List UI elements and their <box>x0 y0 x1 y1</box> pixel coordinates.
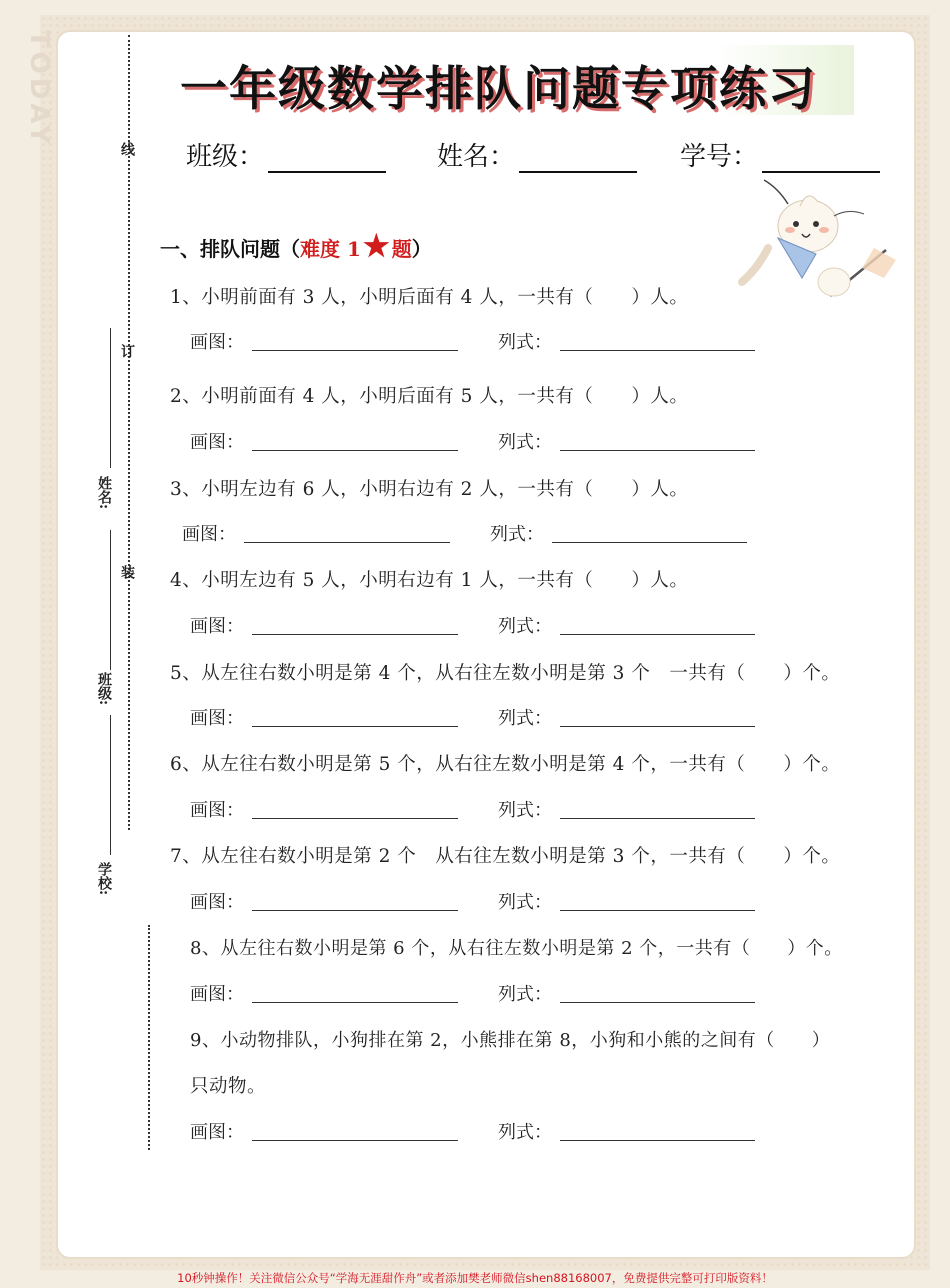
draw-label: 画图： <box>190 432 244 453</box>
draw-label: 画图： <box>182 524 236 545</box>
question-9-continued: 只动物。 <box>190 1076 267 1097</box>
draw-answer-line[interactable] <box>252 450 458 451</box>
corner-logo: TODAY <box>24 30 54 148</box>
formula-answer-line[interactable] <box>560 818 755 819</box>
draw-label: 画图： <box>190 708 244 729</box>
draw-label: 画图： <box>190 1122 244 1143</box>
binding-char-ding: 订 <box>119 344 135 358</box>
name-blank[interactable] <box>519 145 637 173</box>
binding-dotted-line-bottom <box>148 925 150 1150</box>
formula-label: 列式： <box>498 432 552 453</box>
class-field[interactable] <box>186 136 386 173</box>
question-2: 2、小明前面有 4 人，小明后面有 5 人，一共有（ ）人。 <box>170 386 689 407</box>
binding-char-xian: 线 <box>119 142 135 156</box>
star-icon: ★ <box>362 229 390 264</box>
formula-label: 列式： <box>498 892 552 913</box>
draw-label: 画图： <box>190 984 244 1005</box>
draw-answer-line[interactable] <box>252 1002 458 1003</box>
question-5: 5、从左往右数小明是第 4 个，从右往左数小明是第 3 个 一共有（ ）个。 <box>170 663 841 684</box>
name-field[interactable] <box>437 136 637 173</box>
section-suffix-red: 题 <box>391 236 412 261</box>
question-4: 4、小明左边有 5 人，小明右边有 1 人，一共有（ ）人。 <box>170 570 689 591</box>
formula-answer-line[interactable] <box>552 542 747 543</box>
formula-answer-line[interactable] <box>560 350 755 351</box>
class-blank[interactable] <box>268 145 386 173</box>
binding-char-zhuang: 装 <box>119 565 135 579</box>
question-7: 7、从左往右数小明是第 2 个 从右往左数小明是第 3 个，一共有（ ）个。 <box>170 846 841 867</box>
formula-label: 列式： <box>490 524 544 545</box>
draw-answer-line[interactable] <box>252 350 458 351</box>
question-3: 3、小明左边有 6 人，小明右边有 2 人，一共有（ ）人。 <box>170 479 689 500</box>
promo-footer: 10秒钟操作！关注微信公众号“学海无涯甜作舟”或者添加樊老师微信shen88168007，免费提供完整可打印版资料！ <box>177 1271 773 1285</box>
draw-answer-line[interactable] <box>252 634 458 635</box>
section-prefix: 一、排队问题（ <box>160 236 300 261</box>
binding-school-label: 学校: <box>96 862 112 896</box>
worksheet-title: 一年级数学排队问题专项练习 <box>180 62 817 117</box>
draw-answer-line[interactable] <box>244 542 450 543</box>
formula-label: 列式： <box>498 332 552 353</box>
difficulty-label: 难度 1 <box>300 236 361 261</box>
draw-label: 画图： <box>190 800 244 821</box>
student-number-label: 学号： <box>680 142 759 172</box>
binding-class-label: 班级: <box>96 672 112 706</box>
binding-underline-class <box>110 530 111 670</box>
class-label: 班级： <box>186 142 265 172</box>
question-9: 9、小动物排队，小狗排在第 2，小熊排在第 8，小狗和小熊的之间有（ ） <box>190 1030 831 1051</box>
question-8: 8、从左往右数小明是第 6 个，从右往左数小明是第 2 个，一共有（ ）个。 <box>190 938 843 959</box>
draw-answer-line[interactable] <box>252 726 458 727</box>
formula-label: 列式： <box>498 708 552 729</box>
draw-answer-line[interactable] <box>252 910 458 911</box>
formula-answer-line[interactable] <box>560 634 755 635</box>
formula-answer-line[interactable] <box>560 1140 755 1141</box>
draw-answer-line[interactable] <box>252 1140 458 1141</box>
binding-underline-school <box>110 715 111 855</box>
draw-label: 画图： <box>190 332 244 353</box>
section-title <box>160 229 432 264</box>
student-number-blank[interactable] <box>762 145 880 173</box>
section-suffix: ） <box>411 236 432 261</box>
draw-answer-line[interactable] <box>252 818 458 819</box>
question-6: 6、从左往右数小明是第 5 个，从右往左数小明是第 4 个，一共有（ ）个。 <box>170 754 841 775</box>
binding-underline-name <box>110 328 111 468</box>
bunny-flag-illustration <box>738 178 898 308</box>
formula-answer-line[interactable] <box>560 450 755 451</box>
formula-answer-line[interactable] <box>560 1002 755 1003</box>
formula-answer-line[interactable] <box>560 726 755 727</box>
binding-name-label: 姓名: <box>96 476 112 510</box>
formula-label: 列式： <box>498 800 552 821</box>
question-1: 1、小明前面有 3 人，小明后面有 4 人，一共有（ ）人。 <box>170 287 689 308</box>
name-label: 姓名： <box>437 142 516 172</box>
formula-answer-line[interactable] <box>560 910 755 911</box>
formula-label: 列式： <box>498 616 552 637</box>
formula-label: 列式： <box>498 1122 552 1143</box>
draw-label: 画图： <box>190 892 244 913</box>
draw-label: 画图： <box>190 616 244 637</box>
formula-label: 列式： <box>498 984 552 1005</box>
student-number-field[interactable] <box>680 136 880 173</box>
